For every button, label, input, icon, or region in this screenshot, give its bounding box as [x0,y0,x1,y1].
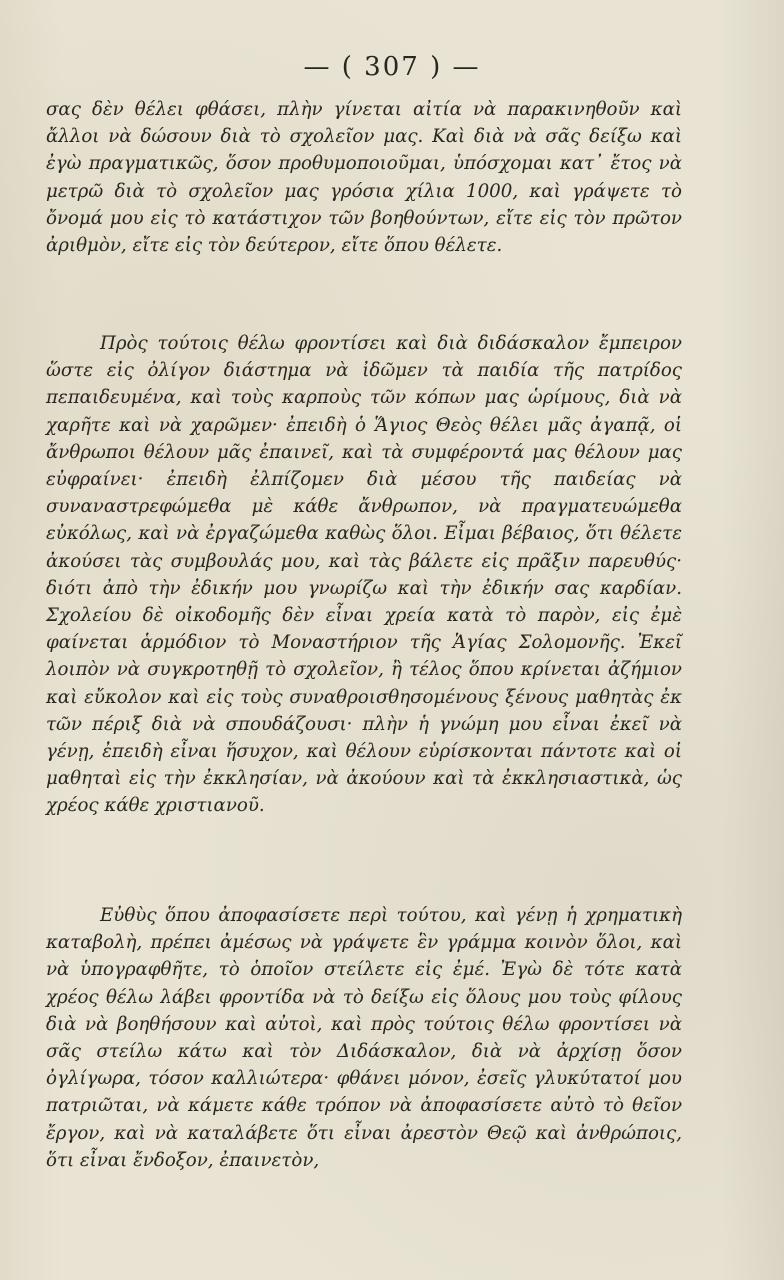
paragraph-3 [46,902,682,1174]
paragraph-text: Εὐθὺς ὅπου ἀποφασίσετε περὶ τούτου, καὶ γένῃ ἡ χρηματικὴ καταβολὴ, πρέπει ἀμέσως νὰ γράψετε ἓν γράμμα κοινὸν ὅλοι, καὶ νὰ ὑπογραφθῆτε, τὸ ὁποῖον στείλετε εἰς ἐμέ. Ἐγὼ δὲ τότε κατὰ χρέος θέλω λάβει φροντίδα νὰ τὸ δείξω εἰς ὅλους μου τοὺς φίλους διὰ νὰ βοηθήσουν καὶ αὐτοὶ, καὶ πρὸς τούτοις θέλω φροντίσει νὰ σᾶς στείλω κάτω καὶ τὸν Διδάσκαλον, διὰ νὰ ἀρχίσῃ ὅσον ὀγλίγωρα, τόσον καλλιώτερα· φθάνει μόνον, ἐσεῖς γλυκύτατοί μου πατριῶται, νὰ κάμετε κάθε τρόπον νὰ ἀποφασίσετε αὐτὸ τὸ θεῖον ἔργον, καὶ νὰ καταλάβετε ὅτι εἶναι ἀρεστὸν Θεῷ καὶ ἀνθρώποις, ὅτι εἶναι ἔνδοξον, ἐπαινετὸν, [46,905,682,1171]
page-number: — ( 307 ) — [303,52,481,82]
paragraph-1 [46,96,682,259]
paragraph-text: Πρὸς τούτοις θέλω φροντίσει καὶ διὰ διδάσκαλον ἔμπειρον ὥστε εἰς ὀλίγον διάστημα νὰ ἰδῶμεν τὰ παιδία τῆς πατρίδος πεπαιδευμένα, καὶ τοὺς καρποὺς τῶν κόπων μας ὡρίμους, διὰ νὰ χαρῆτε καὶ νὰ χαρῶμεν· ἐπειδὴ ὁ Ἅγιος Θεὸς θέλει μᾶς ἀγαπᾷ, οἱ ἄνθρωποι θέλουν μᾶς ἐπαινεῖ, καὶ τὰ συμφέροντά μας θέλουν μας εὐφραίνει· ἐπειδὴ ἐλπίζομεν διὰ μέσου τῆς παιδείας νὰ συναναστρεφώμεθα μὲ κάθε ἄνθρωπον, νὰ πραγματευώμεθα εὐκόλως, καὶ νὰ ἐργαζώμεθα καθὼς ὅλοι. Εἶμαι βέβαιος, ὅτι θέλετε ἀκούσει τὰς συμβουλάς μου, καὶ τὰς βάλετε εἰς πρᾶξιν παρευθύς· διότι ἀπὸ τὴν ἐδικήν μου γνωρίζω καὶ τὴν ἐδικήν σας καρδίαν. Σχολείου δὲ οἰκοδομῆς δὲν εἶναι χρεία κατὰ τὸ παρὸν, εἰς ἐμὲ φαίνεται ἁρμόδιον τὸ Μοναστήριον τῆς Ἁγίας Σολομονῆς. Ἐκεῖ λοιπὸν νὰ συγκροτηθῇ τὸ σχολεῖον, ἢ τέλος ὅπου κρίνεται ἀζήμιον καὶ εὔκολον καὶ εἰς τοὺς συναθροισθησομένους ξένους μαθητὰς ἐκ τῶν πέριξ διὰ νὰ σπουδάζουσι· πλὴν ἡ γνώμη μου εἶναι ἐκεῖ νὰ γένῃ, ἐπειδὴ εἶναι ἥσυχον, καὶ θέλουν εὑρίσκονται πάντοτε καὶ οἱ μαθηταὶ εἰς τὴν ἐκκλησίαν, νὰ ἀκούουν καὶ τὰ ἐκκλησιαστικὰ, ὡς χρέος κάθε χριστιανοῦ. [46,333,682,817]
paragraph-2 [46,330,682,820]
paragraph-text: σας δὲν θέλει φθάσει, πλὴν γίνεται αἰτία νὰ παρακινηθοῦν καὶ ἄλλοι νὰ δώσουν διὰ τὸ σχολεῖον μας. Καὶ διὰ νὰ σᾶς δείξω καὶ ἐγὼ πραγματικῶς, ὅσον προθυμοποιοῦμαι, ὑπόσχομαι κατ᾽ ἔτος νὰ μετρῶ διὰ τὸ σχολεῖον μας γρόσια χίλια 1000, καὶ γράψετε τὸ ὄνομά μου εἰς τὸ κατάστιχον τῶν βοηθούντων, εἴτε εἰς τὸν πρῶτον ἀριθμὸν, εἴτε εἰς τὸν δεύτερον, εἴτε ὅπου θέλετε. [46,99,682,257]
